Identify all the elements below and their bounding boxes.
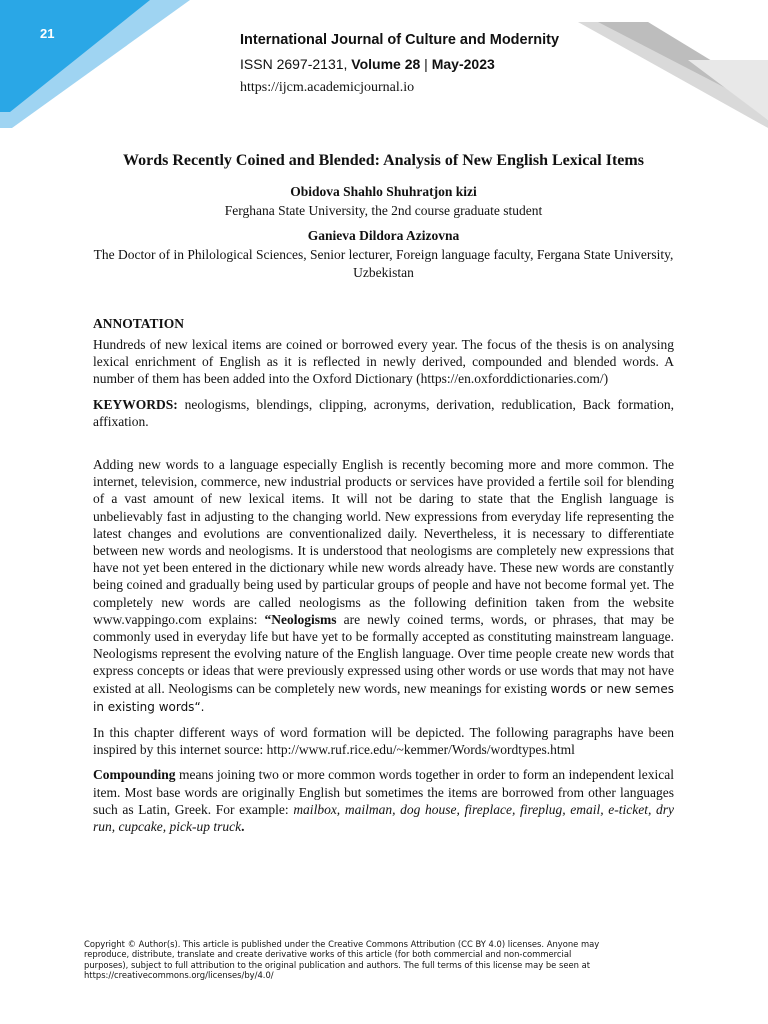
author-name: Ganieva Dildora Azizovna (307, 228, 460, 243)
journal-header (240, 32, 559, 96)
issn-separator: | (420, 56, 432, 72)
body-paragraph: In this chapter different ways of word formation will be depicted. The following paragraphs have been inspired by this internet source: http://www.ruf.rice.edu/~kemmer/Words/wordtypes.html (93, 725, 674, 758)
license-footer: Copyright © Author(s). This article is published under the Creative Commons Attribution (CC BY 4.0) licenses. Anyone may reproduce, distribute, translate and create derivative works of this article (for both commercial and non-commercial purposes), subject to full attribution to the original publication and authors. The full terms of this license may be seen at https://creativecommons.org/licenses/by/4.0/ (84, 939, 600, 980)
paragraph-end: . (241, 819, 245, 835)
quote-lead: “Neologisms (264, 611, 337, 627)
keywords-label: KEYWORDS: (93, 396, 178, 412)
author-affiliation: The Doctor of in Philological Sciences, Senior lecturer, Foreign language faculty, Fergana State University, Uzbekistan (93, 247, 674, 280)
journal-title: International Journal of Culture and Modernity (240, 32, 560, 48)
corner-accent-right (578, 0, 768, 130)
body-paragraph (93, 456, 674, 716)
corner-accent-left (0, 0, 200, 130)
examples-text: mailbox, mailman, dog house, fireplace, fireplug, email, e-ticket, dry run, cupcake, pick-up truck (93, 801, 675, 835)
volume: Volume 28 (351, 56, 421, 72)
journal-url[interactable]: https://ijcm.academicjournal.io (240, 80, 415, 95)
paragraph-text: means joining two or more common words together in order to form an independent lexical item. Most base words are originally English but sometimes the items are borrowed from other languages such as Latin, Greek. For example: (93, 767, 674, 817)
quote-tail: words or new semes in existing words“. (93, 681, 674, 714)
author-name: Obidova Shahlo Shuhratjon kizi (290, 184, 477, 199)
term-compounding: Compounding (93, 767, 176, 783)
annotation-text: Hundreds of new lexical items are coined or borrowed every year. The focus of the thesis is on analysing lexical enrichment of English as it is reflected in newly derived, compounded and blended words. A number of them has been added into the Oxford Dictionary (https://en.oxforddictionaries.com/) (93, 337, 674, 387)
paragraph-text: Adding new words to a language especially English is recently becoming more and more common. The internet, television, commerce, new industrial products or services have provided a fertile soil for blending of a vast amount of new lexical items. It will not be daring to state that the English language is unbelievably fast in adjusting to the changing world. New expressions from everyday life representing the latest changes and evolutions are conventionalized daily. Nevertheless, it is necessary to differentiate between new words and neologisms. It is understood that neologisms are completely new expressions that have not yet been entered in the dictionary while new words already have. These new words are constantly being coined and gradually being used by particular groups of people and have not become formal yet. The completely new words are called neologisms as the following definition taken from the website www.vappingo.com explains: (93, 457, 674, 627)
body-paragraph (93, 766, 674, 835)
quote-text: are newly coined terms, words, or phrases, that may be commonly used in everyday life but have yet to be formally accepted as constituting mainstream language. Neologisms represent the evolving nature of the English language. Over time people create new words that express concepts or ideas that were previously expressed using other words or use words that may not have existed at all. Neologisms can be completely new words, new meanings for existing (93, 611, 674, 696)
annotation-heading: ANNOTATION (93, 316, 185, 331)
author-block (93, 182, 674, 220)
author-affiliation: Ferghana State University, the 2nd course graduate student (224, 203, 543, 218)
keywords-text: neologisms, blendings, clipping, acronyms, derivation, redublication, Back formation, affixation. (93, 396, 674, 429)
article-content (93, 150, 674, 843)
journal-issn (240, 56, 559, 72)
issue-date: May-2023 (431, 56, 495, 72)
page-number: 21 (40, 26, 55, 41)
author-block (93, 226, 674, 282)
keywords (93, 396, 674, 430)
paper-title: Words Recently Coined and Blended: Analysis of New English Lexical Items (123, 152, 644, 169)
issn-text: ISSN 2697-2131, (240, 56, 352, 72)
